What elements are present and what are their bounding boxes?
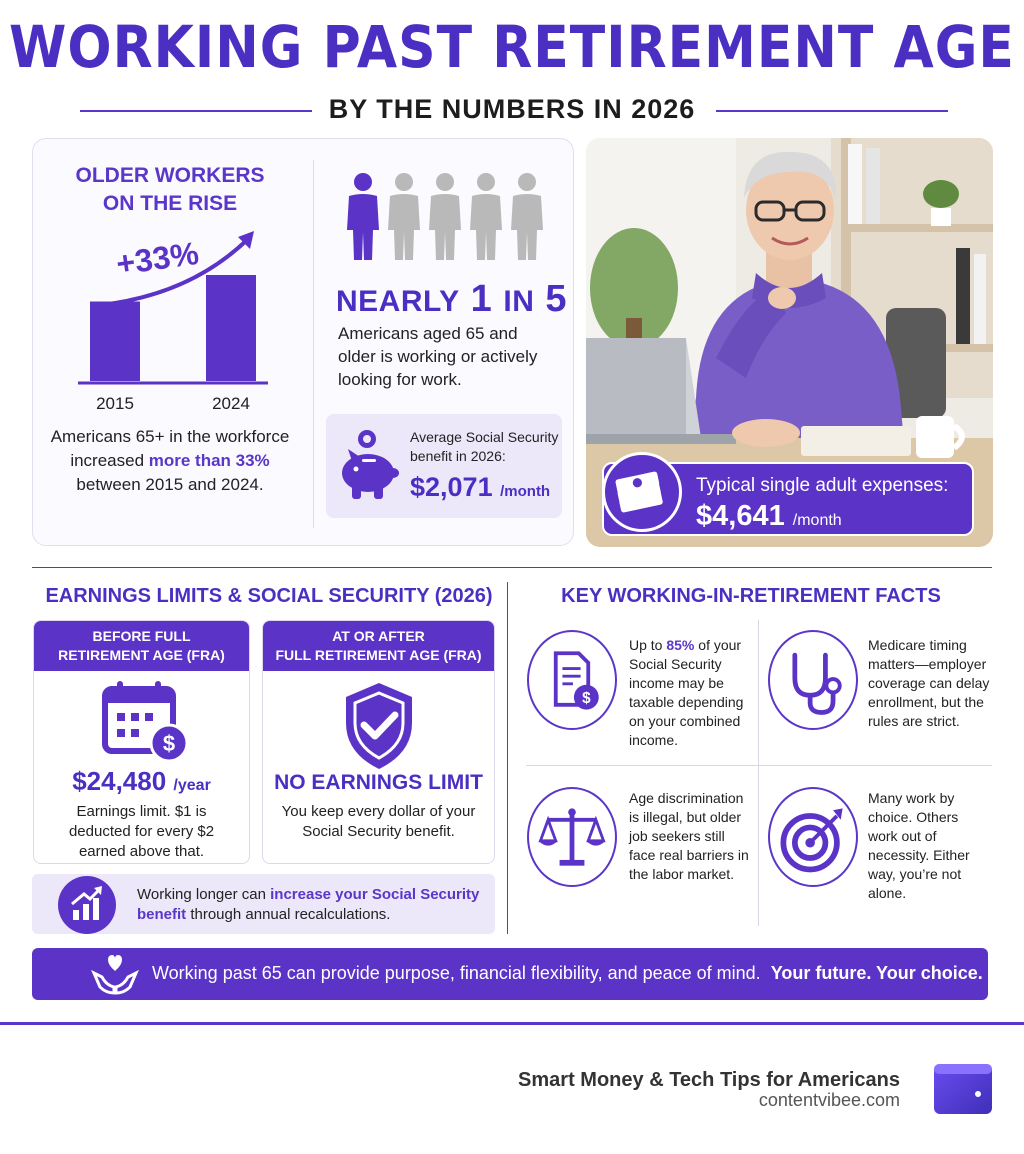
nearly-one-in-five-description: Americans aged 65 and older is working or actively looking for work. — [338, 324, 538, 389]
person-icon — [388, 173, 420, 260]
bar-label-2015: 2015 — [96, 394, 134, 413]
before-fra-heading-line1: BEFORE FULL — [92, 628, 191, 644]
benefit-note-2: through annual recalculations. — [186, 906, 391, 923]
banner-tagline: Your future. Your choice. — [770, 963, 983, 983]
expenses-amount: $4,641 — [696, 500, 785, 532]
cash-stack-icon — [602, 452, 682, 532]
fact-1-highlight: 85% — [666, 637, 695, 653]
social-security-average-label: Average Social Security benefit in 2026: — [410, 429, 559, 464]
older-workers-heading-line1: OLDER WORKERS — [75, 164, 265, 187]
facts-vertical-divider — [758, 620, 759, 926]
shield-check-icon — [324, 681, 434, 771]
benefit-note-1: Working longer can — [137, 886, 271, 903]
benefit-note-highlight: increase your Social Security benefit — [137, 886, 480, 923]
scales-icon — [527, 787, 617, 887]
nearly-one-in-five-stat — [336, 278, 567, 321]
before-fra-amount: $24,480 — [72, 766, 167, 796]
before-fra-description: Earnings limit. $1 is deducted for every $2 earned above that. — [68, 803, 215, 860]
after-fra-heading-line2: FULL RETIREMENT AGE (FRA) — [275, 647, 482, 663]
stat-num-5: 5 — [545, 278, 568, 320]
fact-1-text-1: Up to — [629, 637, 667, 653]
footer-tagline: Smart Money & Tech Tips for Americans — [518, 1069, 900, 1091]
svg-text:$: $ — [582, 689, 591, 707]
page-subtitle: BY THE NUMBERS IN 2026 — [328, 94, 696, 124]
bar-2015 — [90, 302, 140, 382]
desc-text-1: Americans 65+ in the workforce increased — [50, 427, 290, 470]
banner-text — [152, 963, 983, 984]
ss-unit: /month — [500, 483, 551, 500]
person-icon-highlighted — [347, 173, 379, 260]
section-divider — [32, 567, 992, 568]
before-fra-box — [33, 620, 250, 864]
older-workers-heading-line2: ON THE RISE — [102, 192, 238, 215]
facts-horizontal-divider — [526, 765, 992, 766]
fact-1-text-2: of your Social Security income may be taxable depending on your combined income. — [629, 637, 744, 748]
older-workers-heading — [50, 162, 290, 218]
card-divider — [313, 160, 314, 528]
footer-divider — [0, 1022, 1024, 1025]
svg-text:$: $ — [162, 731, 175, 756]
fact-medicare-text: Medicare timing matters—employer coverage can delay enrollment, but the rules are strict. — [868, 637, 990, 729]
ss-amount: $2,071 — [410, 472, 493, 502]
hands-heart-icon — [90, 953, 140, 995]
after-fra-heading-line1: AT OR AFTER — [332, 628, 425, 644]
workforce-bar-chart — [70, 225, 280, 420]
fact-age-discrimination-text: Age discrimination is illegal, but older job seekers still face real barriers in the labor market. — [629, 790, 749, 882]
stat-word-nearly: NEARLY — [336, 285, 460, 318]
bar-label-2024: 2024 — [212, 394, 250, 413]
desc-highlight: more than 33% — [148, 451, 270, 470]
older-workers-description — [50, 425, 290, 497]
page-title: WORKING PAST RETIREMENT AGE — [9, 14, 1015, 82]
person-icon — [470, 173, 502, 260]
banner-message: Working past 65 can provide purpose, financial flexibility, and peace of mind. — [152, 963, 761, 983]
bar-2024 — [206, 275, 256, 381]
social-security-average-value — [410, 472, 550, 503]
stat-num-1: 1 — [470, 278, 493, 320]
before-fra-unit: /year — [173, 777, 211, 794]
calendar-dollar-icon — [87, 681, 197, 771]
after-fra-description: You keep every dollar of your Social Security benefit. — [281, 803, 476, 840]
after-fra-limit-value: NO EARNINGS LIMIT — [274, 771, 483, 794]
target-icon — [768, 787, 858, 887]
before-fra-heading — [34, 621, 249, 671]
footer-url[interactable]: contentvibee.com — [758, 1090, 900, 1110]
expenses-label: Typical single adult expenses: — [696, 475, 949, 496]
person-icon — [429, 173, 461, 260]
person-icon — [511, 173, 543, 260]
fact-choice-text: Many work by choice. Others work out of necessity. Either way, you’re not alone. — [868, 790, 970, 901]
before-fra-heading-line2: RETIREMENT AGE (FRA) — [58, 647, 225, 663]
desc-text-2: between 2015 and 2024. — [76, 475, 264, 494]
stethoscope-icon — [768, 630, 858, 730]
tax-document-icon — [527, 630, 617, 730]
key-facts-heading: KEY WORKING-IN-RETIREMENT FACTS — [561, 585, 941, 607]
expenses-unit: /month — [792, 512, 842, 529]
growth-label: +33% — [113, 234, 201, 282]
before-fra-limit-value — [34, 766, 249, 797]
wallet-logo-icon — [932, 1062, 994, 1116]
benefit-note-text — [137, 885, 487, 925]
section-vertical-divider — [507, 582, 508, 934]
stat-word-in: IN — [503, 285, 535, 318]
expenses-value — [696, 500, 842, 533]
after-fra-heading — [263, 621, 494, 671]
growth-chart-icon — [58, 876, 116, 934]
piggy-bank-icon — [334, 425, 400, 501]
after-fra-box — [262, 620, 495, 864]
fact-taxable-text — [629, 636, 751, 750]
people-icons — [345, 172, 545, 264]
earnings-heading: EARNINGS LIMITS & SOCIAL SECURITY (2026) — [45, 585, 493, 607]
